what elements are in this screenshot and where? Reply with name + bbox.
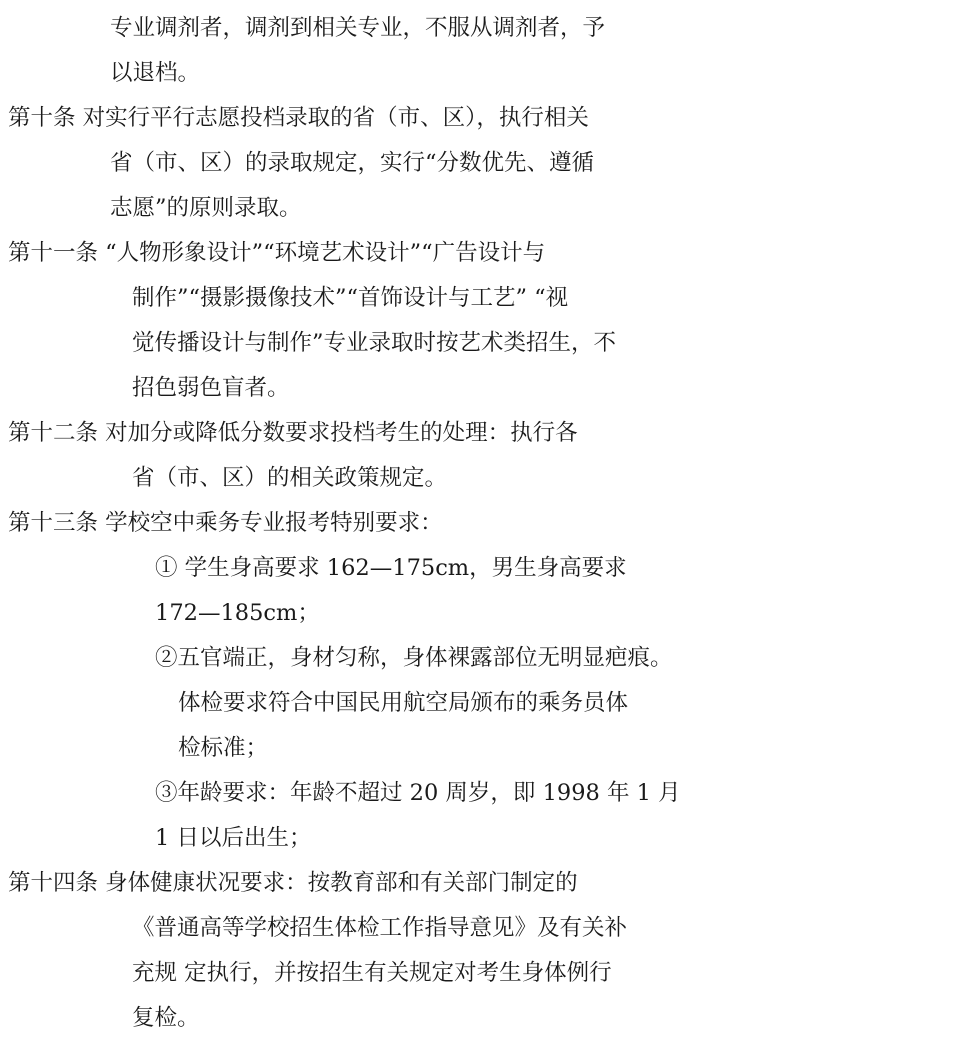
paragraph-article-14 [0,861,960,1041]
text-line: 第十一条 “人物形象设计”“环境艺术设计”“广告设计与 [8,240,546,266]
paragraph-article-10 [0,96,960,231]
text-line: 172—185cm； [155,600,320,626]
text-line: 专业调剂者，调剂到相关专业，不服从调剂者，予 [110,15,606,41]
text-line: 第十四条 身体健康状况要求：按教育部和有关部门制定的 [8,870,578,896]
text-line: 第十条 对实行平行志愿投档录取的省（市、区），执行相关 [8,105,589,131]
text-line: 招色弱色盲者。 [132,375,290,401]
text-line: 省（市、区）的相关政策规定。 [132,465,448,491]
text-line: 检标准； [178,735,269,761]
text-line: 第十二条 对加分或降低分数要求投档考生的处理：执行各 [8,420,578,446]
text-line: 第十三条 学校空中乘务专业报考特别要求： [8,510,443,536]
text-line: 充规 定执行，并按招生有关规定对考生身体例行 [132,960,612,986]
text-line: 复检。 [132,1005,200,1031]
text-line: 体检要求符合中国民用航空局颁布的乘务员体 [178,690,629,716]
text-line: 制作”“摄影摄像技术”“首饰设计与工艺” “视 [132,285,569,311]
text-line: ③年龄要求：年龄不超过 20 周岁，即 1998 年 1 月 [155,780,681,806]
text-line: ②五官端正，身材匀称，身体裸露部位无明显疤痕。 [155,645,673,671]
text-line: 以退档。 [110,60,201,86]
text-line: 省（市、区）的录取规定，实行“分数优先、遵循 [110,150,595,176]
text-line: 志愿”的原则录取。 [110,195,302,221]
text-line: 1 日以后出生； [155,825,312,851]
paragraph-continuation [0,6,960,96]
paragraph-article-12 [0,411,960,501]
text-line: ① 学生身高要求 162—175cm，男生身高要求 [155,555,627,581]
text-line: 《普通高等学校招生体检工作指导意见》及有关补 [132,915,628,941]
paragraph-article-11 [0,231,960,411]
paragraph-article-13 [0,501,960,861]
text-line: 觉传播设计与制作”专业录取时按艺术类招生，不 [132,330,617,356]
